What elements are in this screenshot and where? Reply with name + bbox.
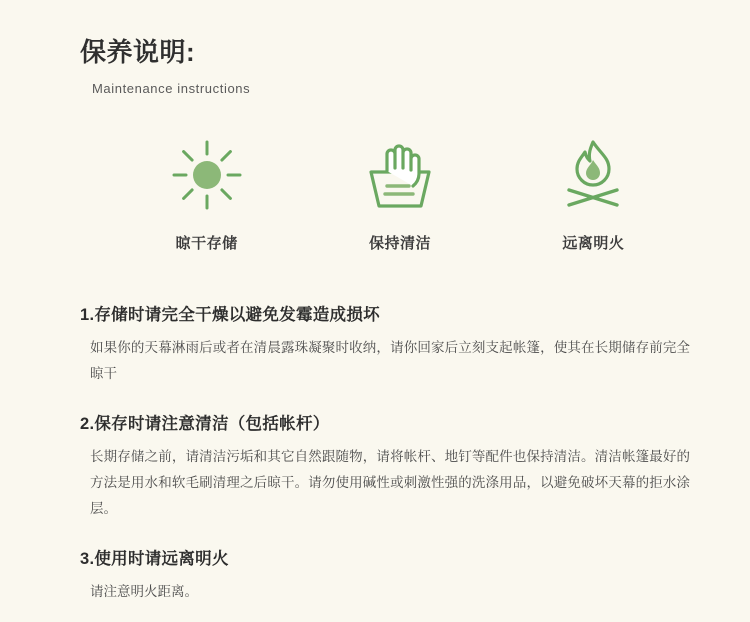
section-title: 1.存储时请完全干燥以避免发霉造成损坏 xyxy=(80,306,380,324)
section-body: 如果你的天幕淋雨后或者在清晨露珠凝聚时收纳，请你回家后立刻支起帐篷，使其在长期储存前完全晾干 xyxy=(90,340,690,382)
page-title: 保养说明: xyxy=(80,37,196,67)
icon-caption: 保持清洁 xyxy=(368,235,431,252)
page-subtitle: Maintenance instructions xyxy=(92,81,251,96)
section-title: 2.保存时请注意清洁（包括帐杆） xyxy=(80,414,330,433)
instruction-section xyxy=(80,545,690,605)
sun-icon xyxy=(170,134,244,216)
section-body: 请注意明火距离。 xyxy=(90,583,198,599)
campfire-icon xyxy=(556,134,630,216)
icon-caption: 远离明火 xyxy=(562,235,625,252)
instruction-section xyxy=(80,410,690,523)
instruction-section xyxy=(80,301,690,388)
hand-wash-icon xyxy=(363,134,437,216)
icon-item-away-from-fire xyxy=(497,134,690,253)
icon-caption: 晾干存储 xyxy=(175,235,238,252)
section-title: 3.使用时请远离明火 xyxy=(80,549,229,568)
instruction-sections xyxy=(80,301,690,605)
icon-item-dry-storage xyxy=(110,134,303,253)
icon-item-keep-clean xyxy=(303,134,496,253)
icon-row xyxy=(80,134,690,253)
section-body: 长期存储之前，请清洁污垢和其它自然跟随物，请将帐杆、地钉等配件也保持清洁。清洁帐篷最好的方法是用水和软毛刷清理之后晾干。请勿使用碱性或刺激性强的洗涤用品，以避免破坏天幕的拒水涂层。 xyxy=(90,448,690,517)
